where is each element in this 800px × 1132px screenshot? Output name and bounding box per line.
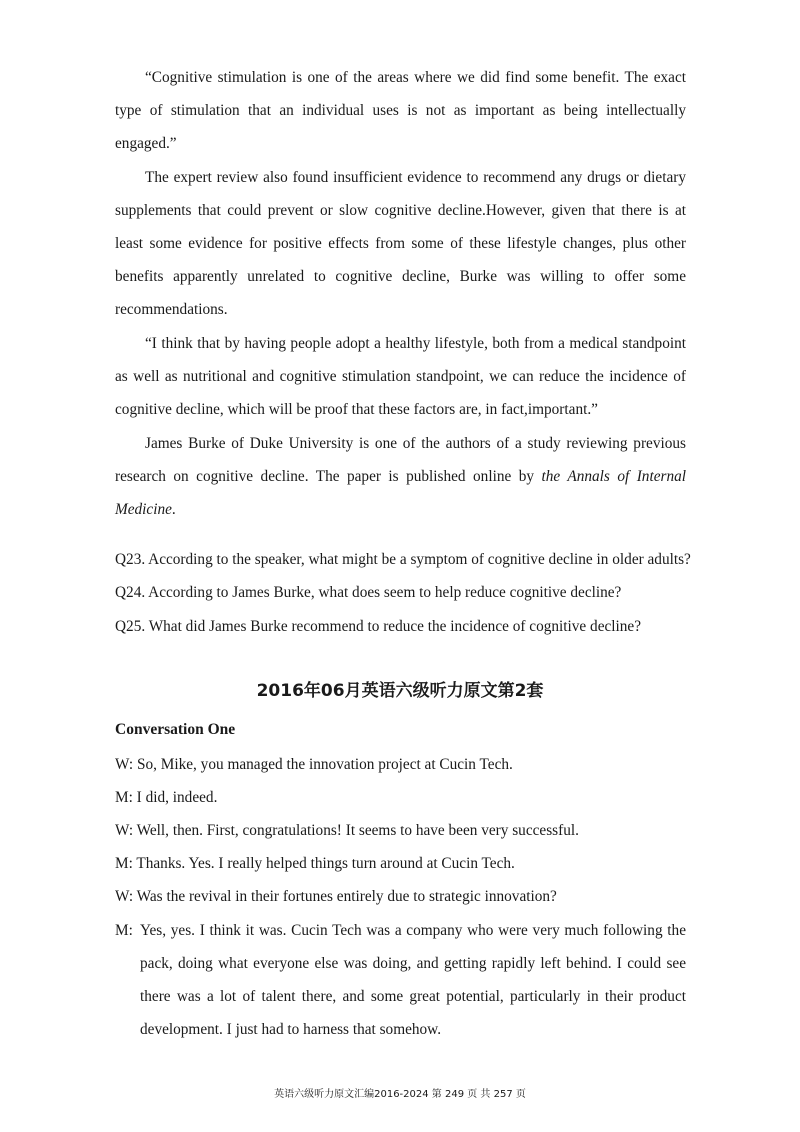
dialogue-turn-text: Yes, yes. I think it was. Cucin Tech was a company who were very much following the pack, doing what everyone else was doing, and getting rapidly left behind. I could see there was a lot of talent there, and some great potential, particularly in their product development. I just had to harness that somehow. xyxy=(140,922,686,1038)
paragraph-quote-lifestyle: “I think that by having people adopt a healthy lifestyle, both from a medical standpoint as well as nutritional and cognitive stimulation standpoint, we can reduce the incidence of cognitive decline, which will be proof that these factors are, in fact,important.” xyxy=(115,335,686,418)
burke-text: James Burke of Duke University is one of the authors of a study reviewing previous research on cognitive decline. The paper is published online by xyxy=(115,435,686,485)
burke-end: . xyxy=(171,501,176,518)
paragraph-burke xyxy=(115,427,686,526)
dialogue-line: W: Well, then. First, congratulations! It seems to have been very successful. xyxy=(115,822,579,839)
dialogue-line: M: I did, indeed. xyxy=(115,789,218,806)
paragraph-expert-review: The expert review also found insufficient evidence to recommend any drugs or dietary supplements that could prevent or slow cognitive decline.However, given that there is at least some evidence for positive effects from some of these lifestyle changes, plus other benefits apparently unrelated to cognitive decline, Burke was willing to offer some recommendations. xyxy=(115,169,686,318)
speaker-label: M: xyxy=(115,922,133,939)
question-q25: Q25. What did James Burke recommend to reduce the incidence of cognitive decline? xyxy=(115,618,641,635)
journal-name: the Annals of Internal Medicine xyxy=(115,468,686,518)
page-footer: 英语六级听力原文汇编2016-2024 第 249 页 共 257 页 xyxy=(274,1089,526,1100)
question-q24: Q24. According to James Burke, what does seem to help reduce cognitive decline? xyxy=(115,584,622,601)
conversation-title: Conversation One xyxy=(115,721,236,738)
section-heading: 2016年06月英语六级听力原文第2套 xyxy=(256,681,544,701)
dialogue-line: W: Was the revival in their fortunes entirely due to strategic innovation? xyxy=(115,888,557,905)
question-q23: Q23. According to the speaker, what might be a symptom of cognitive decline in older adults? xyxy=(115,551,691,568)
paragraph-quote-stimulation: “Cognitive stimulation is one of the areas where we did find some benefit. The exact type of stimulation that an individual uses is not as important as being intellectually engaged.” xyxy=(115,69,686,152)
dialogue-line: M: Thanks. Yes. I really helped things turn around at Cucin Tech. xyxy=(115,855,515,872)
dialogue-line: W: So, Mike, you managed the innovation project at Cucin Tech. xyxy=(115,756,513,773)
dialogue-last-turn xyxy=(115,914,686,1046)
